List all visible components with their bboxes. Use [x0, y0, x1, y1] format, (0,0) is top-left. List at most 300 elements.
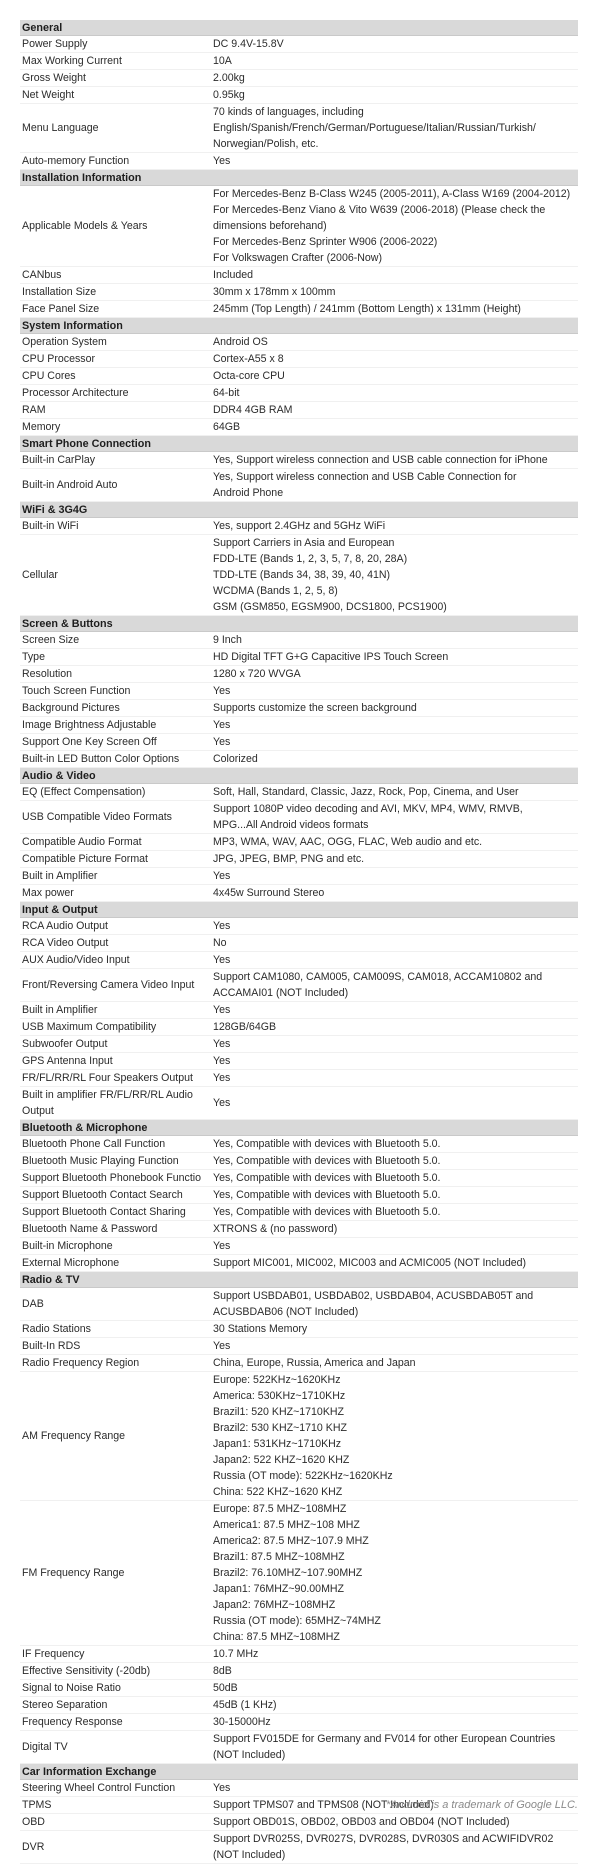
spec-value-line: Support MIC001, MIC002, MIC003 and ACMIC005 (NOT Included) — [213, 1257, 527, 1269]
spec-value-line: 30 Stations Memory — [213, 1323, 308, 1335]
spec-value — [213, 1372, 578, 1500]
spec-value-line: 50dB — [213, 1682, 238, 1694]
spec-value — [213, 1831, 578, 1863]
section-header: System Information — [20, 318, 578, 334]
spec-label: RCA Audio Output — [22, 920, 108, 932]
spec-value-line: Cortex-A55 x 8 — [213, 353, 284, 365]
spec-label: GPS Antenna Input — [22, 1055, 113, 1067]
spec-value-line: 64GB — [213, 421, 241, 433]
spec-row — [20, 1221, 578, 1238]
spec-value — [213, 1187, 578, 1203]
spec-row — [20, 1680, 578, 1697]
spec-row — [20, 801, 578, 834]
spec-row — [20, 784, 578, 801]
spec-value-line: (NOT Included) — [213, 1749, 286, 1761]
spec-value-line: Russia (OT mode): 522KHz~1620KHz — [213, 1470, 393, 1482]
spec-value — [213, 885, 578, 901]
spec-row — [20, 717, 578, 734]
spec-value-line: 45dB (1 KHz) — [213, 1699, 277, 1711]
spec-label: DAB — [22, 1298, 44, 1310]
spec-label: Power Supply — [22, 38, 88, 50]
spec-label: Resolution — [22, 668, 73, 680]
spec-label: Built-in LED Button Color Options — [22, 753, 180, 765]
spec-label: Background Pictures — [22, 702, 120, 714]
spec-value-line: Octa-core CPU — [213, 370, 285, 382]
spec-value-line: Support CAM1080, CAM005, CAM009S, CAM018, ACCAM10802 and — [213, 971, 543, 983]
spec-value — [213, 1070, 578, 1086]
spec-value — [213, 351, 578, 367]
spec-value — [213, 535, 578, 615]
spec-value-line: Support TPMS07 and TPMS08 (NOT Included) — [213, 1799, 434, 1811]
spec-value — [213, 1036, 578, 1052]
spec-value — [213, 1355, 578, 1371]
spec-label: Compatible Picture Format — [22, 853, 148, 865]
spec-value — [213, 1153, 578, 1169]
spec-label: Cellular — [22, 569, 58, 581]
spec-sheet — [20, 20, 578, 1864]
spec-row — [20, 104, 578, 153]
spec-value — [213, 1221, 578, 1237]
spec-value — [213, 918, 578, 934]
spec-value — [213, 1095, 578, 1111]
spec-value-line: ACUSBDAB06 (NOT Included) — [213, 1306, 359, 1318]
spec-value — [213, 469, 578, 501]
spec-value-line: America: 530KHz~1710KHz — [213, 1390, 346, 1402]
spec-value-line: Japan1: 76MHZ~90.00MHZ — [213, 1583, 345, 1595]
spec-label: Built-in CarPlay — [22, 454, 96, 466]
spec-label: Support One Key Screen Off — [22, 736, 157, 748]
spec-value-line: Colorized — [213, 753, 258, 765]
spec-value-line: Brazil1: 87.5 MHZ~108MHZ — [213, 1551, 345, 1563]
spec-label: FR/FL/RR/RL Four Speakers Output — [22, 1072, 193, 1084]
spec-label: AUX Audio/Video Input — [22, 954, 130, 966]
spec-label: USB Compatible Video Formats — [22, 811, 172, 823]
spec-value — [213, 153, 578, 169]
spec-value — [213, 301, 578, 317]
spec-value-line: Yes — [213, 1240, 231, 1252]
spec-row — [20, 1170, 578, 1187]
spec-value — [213, 969, 578, 1001]
spec-value-line: Yes, support 2.4GHz and 5GHz WiFi — [213, 520, 386, 532]
spec-value — [213, 1501, 578, 1645]
spec-label: Built-in Android Auto — [22, 479, 118, 491]
spec-value-line: 70 kinds of languages, including — [213, 106, 364, 118]
section-header: Smart Phone Connection — [20, 436, 578, 452]
spec-row — [20, 751, 578, 768]
section-header: Audio & Video — [20, 768, 578, 784]
spec-row — [20, 868, 578, 885]
spec-value-line: For Mercedes-Benz Viano & Vito W639 (2006-2018) (Please check the — [213, 204, 546, 216]
spec-value — [213, 632, 578, 648]
spec-label: Bluetooth Music Playing Function — [22, 1155, 179, 1167]
section-header: WiFi & 3G4G — [20, 502, 578, 518]
spec-value — [213, 952, 578, 968]
spec-value-line: 0.95kg — [213, 89, 245, 101]
spec-label: AM Frequency Range — [22, 1430, 126, 1442]
spec-value-line: WCDMA (Bands 1, 2, 5, 8) — [213, 585, 338, 597]
spec-value — [213, 368, 578, 384]
spec-row — [20, 518, 578, 535]
spec-row — [20, 1321, 578, 1338]
spec-value — [213, 1731, 578, 1763]
spec-value-line: Yes — [213, 736, 231, 748]
spec-row — [20, 1255, 578, 1272]
spec-value — [213, 1714, 578, 1730]
spec-value — [213, 868, 578, 884]
trademark-note: *Android is a trademark of Google LLC. — [386, 1799, 578, 1811]
spec-value-line: Yes — [213, 719, 231, 731]
spec-row — [20, 683, 578, 700]
spec-value-line: For Mercedes-Benz Sprinter W906 (2006-2022) — [213, 236, 438, 248]
spec-label: Bluetooth Phone Call Function — [22, 1138, 166, 1150]
spec-value-line: DC 9.4V-15.8V — [213, 38, 284, 50]
spec-value — [213, 1780, 578, 1796]
spec-value-line: Support OBD01S, OBD02, OBD03 and OBD04 (NOT Included) — [213, 1816, 510, 1828]
spec-row — [20, 1646, 578, 1663]
spec-label: Built in Amplifier — [22, 1004, 98, 1016]
spec-row — [20, 1780, 578, 1797]
spec-label: EQ (Effect Compensation) — [22, 786, 146, 798]
spec-label: Built-In RDS — [22, 1340, 81, 1352]
spec-value-line: Android OS — [213, 336, 268, 348]
spec-value-line: MP3, WMA, WAV, AAC, OGG, FLAC, Web audio and etc. — [213, 836, 483, 848]
spec-row — [20, 666, 578, 683]
spec-value — [213, 666, 578, 682]
spec-value — [213, 1321, 578, 1337]
spec-value-line: Japan2: 522 KHZ~1620 KHZ — [213, 1454, 350, 1466]
spec-label: Steering Wheel Control Function — [22, 1782, 176, 1794]
spec-row — [20, 153, 578, 170]
spec-row — [20, 1087, 578, 1120]
spec-label: Auto-memory Function — [22, 155, 130, 167]
spec-row — [20, 1288, 578, 1321]
spec-label: Memory — [22, 421, 61, 433]
spec-label: Support Bluetooth Phonebook Functio — [22, 1172, 202, 1184]
spec-row — [20, 535, 578, 616]
spec-value — [213, 1814, 578, 1830]
spec-row — [20, 1663, 578, 1680]
spec-value — [213, 1204, 578, 1220]
spec-label: Support Bluetooth Contact Sharing — [22, 1206, 186, 1218]
spec-value-line: Yes, Compatible with devices with Bluetooth 5.0. — [213, 1138, 441, 1150]
spec-value — [213, 70, 578, 86]
spec-value-line: Yes, Support wireless connection and USB Cable Connection for — [213, 471, 517, 483]
spec-value — [213, 1238, 578, 1254]
spec-value-line: Yes — [213, 685, 231, 697]
spec-row — [20, 452, 578, 469]
spec-row — [20, 1002, 578, 1019]
spec-value-line: Support Carriers in Asia and European — [213, 537, 395, 549]
spec-row — [20, 53, 578, 70]
section-header: Input & Output — [20, 902, 578, 918]
spec-value-line: Yes — [213, 1004, 231, 1016]
spec-value — [213, 385, 578, 401]
spec-value — [213, 851, 578, 867]
spec-value — [213, 267, 578, 283]
spec-row — [20, 700, 578, 717]
spec-row — [20, 1053, 578, 1070]
spec-label: Applicable Models & Years — [22, 220, 148, 232]
spec-label: Subwoofer Output — [22, 1038, 108, 1050]
spec-value-line: Support USBDAB01, USBDAB02, USBDAB04, ACUSBDAB05T and — [213, 1290, 534, 1302]
spec-row — [20, 1372, 578, 1501]
spec-label: Net Weight — [22, 89, 75, 101]
spec-value-line: 4x45w Surround Stereo — [213, 887, 325, 899]
spec-value — [213, 1288, 578, 1320]
spec-value-line: China, Europe, Russia, America and Japan — [213, 1357, 416, 1369]
spec-label: Operation System — [22, 336, 107, 348]
spec-value-line: Android Phone — [213, 487, 284, 499]
spec-value — [213, 87, 578, 103]
spec-value — [213, 452, 578, 468]
spec-value — [213, 53, 578, 69]
spec-value-line: Yes — [213, 954, 231, 966]
spec-label: Menu Language — [22, 122, 99, 134]
spec-row — [20, 1153, 578, 1170]
spec-value-line: Yes — [213, 870, 231, 882]
spec-label: Radio Stations — [22, 1323, 91, 1335]
spec-row — [20, 1019, 578, 1036]
spec-value — [213, 1002, 578, 1018]
spec-label: Front/Reversing Camera Video Input — [22, 979, 195, 991]
spec-label: RCA Video Output — [22, 937, 109, 949]
spec-row — [20, 284, 578, 301]
spec-value-line: Yes — [213, 1072, 231, 1084]
spec-value-line: Europe: 522KHz~1620KHz — [213, 1374, 341, 1386]
spec-value — [213, 649, 578, 665]
spec-row — [20, 851, 578, 868]
spec-value — [213, 186, 578, 266]
section-header: Car Information Exchange — [20, 1764, 578, 1780]
spec-row — [20, 351, 578, 368]
spec-value — [213, 734, 578, 750]
spec-value-line: Yes — [213, 1782, 231, 1794]
spec-label: Built in Amplifier — [22, 870, 98, 882]
spec-value-line: Yes — [213, 1038, 231, 1050]
spec-value-line: ACCAMAI01 (NOT Included) — [213, 987, 349, 999]
spec-label: DVR — [22, 1841, 45, 1853]
spec-row — [20, 649, 578, 666]
spec-row — [20, 301, 578, 318]
spec-value-line: 8dB — [213, 1665, 232, 1677]
spec-value-line: JPG, JPEG, BMP, PNG and etc. — [213, 853, 365, 865]
spec-value — [213, 683, 578, 699]
spec-row — [20, 1697, 578, 1714]
spec-label: Max power — [22, 887, 74, 899]
spec-value-line: Support DVR025S, DVR027S, DVR028S, DVR030S and ACWIFIDVR02 — [213, 1833, 554, 1845]
spec-value — [213, 284, 578, 300]
section-header: Bluetooth & Microphone — [20, 1120, 578, 1136]
spec-label: Built-in Microphone — [22, 1240, 113, 1252]
spec-row — [20, 1714, 578, 1731]
spec-label: Signal to Noise Ratio — [22, 1682, 121, 1694]
spec-label: Digital TV — [22, 1741, 68, 1753]
section-header: General — [20, 20, 578, 36]
spec-value-line: dimensions beforehand) — [213, 220, 327, 232]
spec-value — [213, 1697, 578, 1713]
spec-value-line: (NOT Included) — [213, 1849, 286, 1861]
spec-value — [213, 402, 578, 418]
spec-value-line: 30mm x 178mm x 100mm — [213, 286, 336, 298]
spec-label: Gross Weight — [22, 72, 86, 84]
spec-value-line: For Mercedes-Benz B-Class W245 (2005-2011), A-Class W169 (2004-2012) — [213, 188, 571, 200]
spec-value-line: FDD-LTE (Bands 1, 2, 3, 5, 7, 8, 20, 28A) — [213, 553, 408, 565]
spec-label: Processor Architecture — [22, 387, 129, 399]
spec-value — [213, 1255, 578, 1271]
spec-value-line: Brazil2: 76.10MHZ~107.90MHZ — [213, 1567, 363, 1579]
spec-label: Built-in WiFi — [22, 520, 79, 532]
spec-label: RAM — [22, 404, 46, 416]
spec-value — [213, 1019, 578, 1035]
spec-value-line: 245mm (Top Length) / 241mm (Bottom Length) x 131mm (Height) — [213, 303, 521, 315]
spec-label: IF Frequency — [22, 1648, 85, 1660]
spec-value-line: Supports customize the screen background — [213, 702, 417, 714]
spec-row — [20, 1731, 578, 1764]
spec-value-line: Yes, Compatible with devices with Bluetooth 5.0. — [213, 1172, 441, 1184]
spec-value-line: Yes — [213, 155, 231, 167]
spec-value-line: China: 522 KHZ~1620 KHZ — [213, 1486, 343, 1498]
spec-value-line: Europe: 87.5 MHZ~108MHZ — [213, 1503, 347, 1515]
spec-row — [20, 186, 578, 267]
spec-value — [213, 334, 578, 350]
spec-value-line: TDD-LTE (Bands 34, 38, 39, 40, 41N) — [213, 569, 391, 581]
spec-label: Touch Screen Function — [22, 685, 131, 697]
spec-row — [20, 1204, 578, 1221]
spec-label: External Microphone — [22, 1257, 120, 1269]
section-header: Screen & Buttons — [20, 616, 578, 632]
spec-row — [20, 469, 578, 502]
spec-label: Type — [22, 651, 45, 663]
spec-value — [213, 1053, 578, 1069]
spec-value — [213, 1646, 578, 1662]
spec-value-line: Russia (OT mode): 65MHZ~74MHZ — [213, 1615, 381, 1627]
spec-row — [20, 969, 578, 1002]
spec-label: Screen Size — [22, 634, 80, 646]
spec-value-line: 10A — [213, 55, 232, 67]
spec-label: Support Bluetooth Contact Search — [22, 1189, 183, 1201]
spec-value-line: Included — [213, 269, 254, 281]
spec-row — [20, 1136, 578, 1153]
spec-value-line: 128GB/64GB — [213, 1021, 277, 1033]
spec-value-line: GSM (GSM850, EGSM900, DCS1800, PCS1900) — [213, 601, 447, 613]
spec-label: Radio Frequency Region — [22, 1357, 140, 1369]
spec-value-line: Yes, Compatible with devices with Bluetooth 5.0. — [213, 1206, 441, 1218]
spec-value-line: China: 87.5 MHZ~108MHZ — [213, 1631, 340, 1643]
spec-value-line: 9 Inch — [213, 634, 242, 646]
spec-row — [20, 402, 578, 419]
spec-value-line: Brazil2: 530 KHZ~1710 KHZ — [213, 1422, 347, 1434]
spec-value — [213, 751, 578, 767]
spec-row — [20, 419, 578, 436]
spec-label: Stereo Separation — [22, 1699, 108, 1711]
spec-value — [213, 518, 578, 534]
spec-value-line: Japan1: 531KHz~1710KHz — [213, 1438, 342, 1450]
spec-value — [213, 1136, 578, 1152]
spec-value — [213, 1170, 578, 1186]
spec-label: Installation Size — [22, 286, 97, 298]
spec-value-line: Norwegian/Polish, etc. — [213, 138, 319, 150]
spec-value — [213, 834, 578, 850]
spec-value-line: Yes, Compatible with devices with Bluetooth 5.0. — [213, 1189, 441, 1201]
spec-value-line: Yes — [213, 920, 231, 932]
spec-value-line: Yes, Compatible with devices with Bluetooth 5.0. — [213, 1155, 441, 1167]
spec-value-line: America1: 87.5 MHZ~108 MHZ — [213, 1519, 360, 1531]
spec-row — [20, 1070, 578, 1087]
spec-value-line: 2.00kg — [213, 72, 245, 84]
spec-value-line: Yes — [213, 1055, 231, 1067]
section-header: Installation Information — [20, 170, 578, 186]
spec-label: OBD — [22, 1816, 45, 1828]
spec-value-line: Soft, Hall, Standard, Classic, Jazz, Rock, Pop, Cinema, and User — [213, 786, 519, 798]
spec-row — [20, 1831, 578, 1864]
section-header: Radio & TV — [20, 1272, 578, 1288]
spec-row — [20, 1238, 578, 1255]
spec-row — [20, 1501, 578, 1646]
spec-label: USB Maximum Compatibility — [22, 1021, 157, 1033]
spec-row — [20, 368, 578, 385]
spec-label: CANbus — [22, 269, 62, 281]
spec-value-line: Support FV015DE for Germany and FV014 for other European Countries — [213, 1733, 556, 1745]
spec-value-line: Yes — [213, 1097, 231, 1109]
spec-row — [20, 36, 578, 53]
spec-label: Frequency Response — [22, 1716, 123, 1728]
spec-row — [20, 1814, 578, 1831]
spec-value — [213, 717, 578, 733]
spec-value-line: HD Digital TFT G+G Capacitive IPS Touch Screen — [213, 651, 449, 663]
spec-row — [20, 952, 578, 969]
spec-value — [213, 1338, 578, 1354]
spec-label: Built in amplifier FR/FL/RR/RL Audio Output — [22, 1089, 193, 1117]
spec-value-line: Yes, Support wireless connection and USB cable connection for iPhone — [213, 454, 548, 466]
spec-label: FM Frequency Range — [22, 1567, 125, 1579]
spec-value-line: 64-bit — [213, 387, 240, 399]
spec-row — [20, 885, 578, 902]
spec-value-line: America2: 87.5 MHZ~107.9 MHZ — [213, 1535, 369, 1547]
spec-row — [20, 734, 578, 751]
spec-value — [213, 36, 578, 52]
spec-value — [213, 419, 578, 435]
spec-value-line: 30-15000Hz — [213, 1716, 271, 1728]
spec-label: Face Panel Size — [22, 303, 100, 315]
spec-label: Effective Sensitivity (-20db) — [22, 1665, 151, 1677]
spec-label: CPU Processor — [22, 353, 95, 365]
spec-value — [213, 1663, 578, 1679]
spec-row — [20, 334, 578, 351]
spec-value-line: Support 1080P video decoding and AVI, MKV, MP4, WMV, RMVB, — [213, 803, 523, 815]
spec-value-line: DDR4 4GB RAM — [213, 404, 293, 416]
spec-row — [20, 1036, 578, 1053]
spec-value-line: Japan2: 76MHZ~108MHZ — [213, 1599, 336, 1611]
spec-row — [20, 834, 578, 851]
spec-value-line: 10.7 MHz — [213, 1648, 259, 1660]
spec-label: CPU Cores — [22, 370, 76, 382]
spec-value-line: MPG...All Android videos formats — [213, 819, 369, 831]
spec-label: Bluetooth Name & Password — [22, 1223, 158, 1235]
spec-label: TPMS — [22, 1799, 52, 1811]
spec-value-line: For Volkswagen Crafter (2006-Now) — [213, 252, 382, 264]
spec-label: Image Brightness Adjustable — [22, 719, 157, 731]
spec-row — [20, 267, 578, 284]
spec-row — [20, 918, 578, 935]
spec-value-line: No — [213, 937, 227, 949]
spec-value — [213, 935, 578, 951]
spec-value — [213, 104, 578, 152]
spec-value-line: 1280 x 720 WVGA — [213, 668, 301, 680]
spec-row — [20, 385, 578, 402]
spec-row — [20, 632, 578, 649]
spec-label: Compatible Audio Format — [22, 836, 142, 848]
spec-value-line: Brazil1: 520 KHZ~1710KHZ — [213, 1406, 345, 1418]
